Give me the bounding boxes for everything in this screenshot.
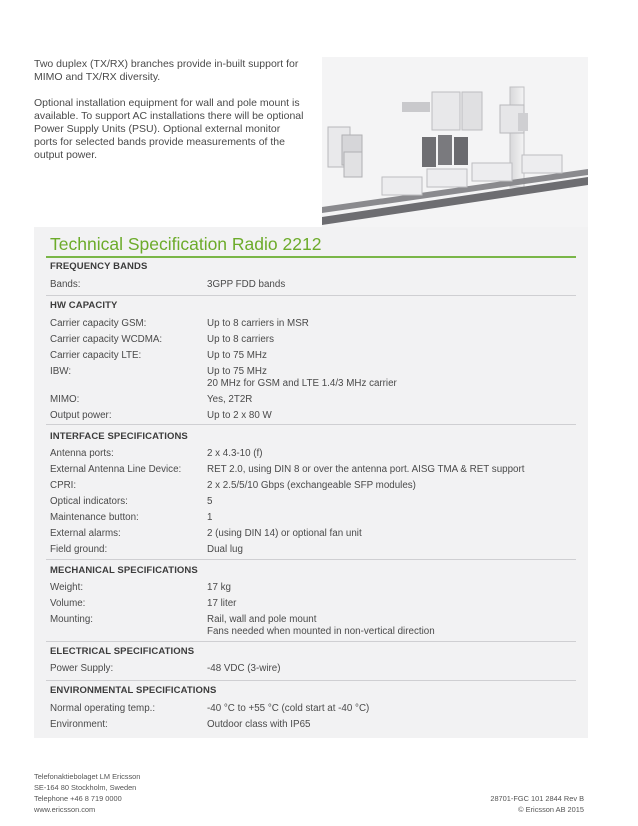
divider	[46, 641, 576, 642]
spec-value: 5	[207, 496, 213, 507]
spec-key: Output power:	[50, 410, 112, 421]
spec-panel	[34, 227, 588, 738]
spec-value: 2 (using DIN 14) or optional fan unit	[207, 528, 362, 539]
spec-value: 17 liter	[207, 598, 237, 609]
spec-key: Environment:	[50, 719, 108, 730]
copyright: © Ericsson AB 2015	[518, 805, 584, 814]
divider	[46, 559, 576, 560]
spec-value: 2 x 4.3-10 (f)	[207, 448, 263, 459]
spec-value: 1	[207, 512, 213, 523]
spec-key: MIMO:	[50, 394, 80, 405]
spec-key: Carrier capacity GSM:	[50, 318, 147, 329]
spec-key: Volume:	[50, 598, 86, 609]
spec-key: Field ground:	[50, 544, 108, 555]
spec-key: External alarms:	[50, 528, 121, 539]
footer-company-info: Telefonaktiebolaget LM Ericsson SE-164 80 Stockholm, Sweden Telephone +46 8 719 0000 www.ericsson.com	[34, 772, 141, 814]
section-frequency-bands	[50, 259, 576, 290]
spec-value: Up to 75 MHz 20 MHz for GSM and LTE 1.4/3 MHz carrier	[207, 366, 397, 389]
spec-key: Maintenance button:	[50, 512, 139, 523]
title-underline	[46, 256, 576, 258]
website-link[interactable]: www.ericsson.com	[34, 805, 96, 814]
section-mechanical-specifications	[50, 563, 576, 637]
spec-key: Carrier capacity WCDMA:	[50, 334, 163, 345]
spec-value: Up to 8 carriers in MSR	[207, 318, 309, 329]
spec-value: Up to 75 MHz	[207, 350, 267, 361]
divider	[46, 295, 576, 296]
spec-value: 3GPP FDD bands	[207, 279, 286, 290]
spec-key: IBW:	[50, 366, 72, 377]
section-environmental-specifications	[50, 683, 576, 730]
section-interface-specifications	[50, 429, 576, 555]
spec-value: 17 kg	[207, 582, 231, 593]
section-hw-capacity	[50, 298, 576, 421]
spec-value: Yes, 2T2R	[207, 394, 253, 405]
spec-key: Carrier capacity LTE:	[50, 350, 142, 361]
spec-key: Bands:	[50, 279, 81, 290]
spec-key: Weight:	[50, 582, 84, 593]
spec-value: 2 x 2.5/5/10 Gbps (exchangeable SFP modules)	[207, 480, 416, 491]
spec-key: CPRI:	[50, 480, 77, 491]
section-heading: FREQUENCY BANDS	[50, 261, 148, 272]
spec-value: Dual lug	[207, 544, 243, 555]
intro-paragraph-2: Optional installation equipment for wall and pole mount is available. To support AC installations there will be optional Power Supply Units (PSU). Optional external monitor ports for selected bands provide measurements of the output power.	[34, 97, 304, 161]
spec-value: Outdoor class with IP65	[207, 719, 311, 730]
divider	[46, 424, 576, 425]
spec-key: Antenna ports:	[50, 448, 114, 459]
section-heading: ELECTRICAL SPECIFICATIONS	[50, 646, 195, 657]
radio-units-illustration	[322, 57, 588, 227]
spec-key: External Antenna Line Device:	[50, 464, 182, 475]
spec-value: Up to 8 carriers	[207, 334, 274, 345]
spec-key: Normal operating temp.:	[50, 703, 156, 714]
intro-paragraph-1: Two duplex (TX/RX) branches provide in-built support for MIMO and TX/RX diversity.	[34, 58, 299, 83]
section-heading: HW CAPACITY	[50, 300, 118, 311]
document-number: 28701-FGC 101 2844 Rev B	[490, 794, 584, 803]
spec-key: Mounting:	[50, 614, 94, 625]
spec-key: Optical indicators:	[50, 496, 128, 507]
product-photo	[322, 57, 588, 227]
spec-title: Technical Specification Radio 2212	[50, 234, 322, 254]
spec-value: -40 °C to +55 °C (cold start at -40 °C)	[207, 703, 370, 714]
intro-text	[34, 58, 319, 175]
divider	[46, 680, 576, 681]
spec-key: Power Supply:	[50, 663, 114, 674]
section-heading: INTERFACE SPECIFICATIONS	[50, 431, 188, 442]
section-heading: MECHANICAL SPECIFICATIONS	[50, 565, 198, 576]
spec-value: Up to 2 x 80 W	[207, 410, 272, 421]
footer-document-info	[490, 793, 584, 815]
section-heading: ENVIRONMENTAL SPECIFICATIONS	[50, 685, 217, 696]
spec-value: -48 VDC (3-wire)	[207, 663, 281, 674]
section-electrical-specifications	[50, 644, 576, 674]
spec-value: Rail, wall and pole mount Fans needed when mounted in non-vertical direction	[207, 614, 435, 637]
spec-value: RET 2.0, using DIN 8 or over the antenna port. AISG TMA & RET support	[207, 464, 525, 475]
